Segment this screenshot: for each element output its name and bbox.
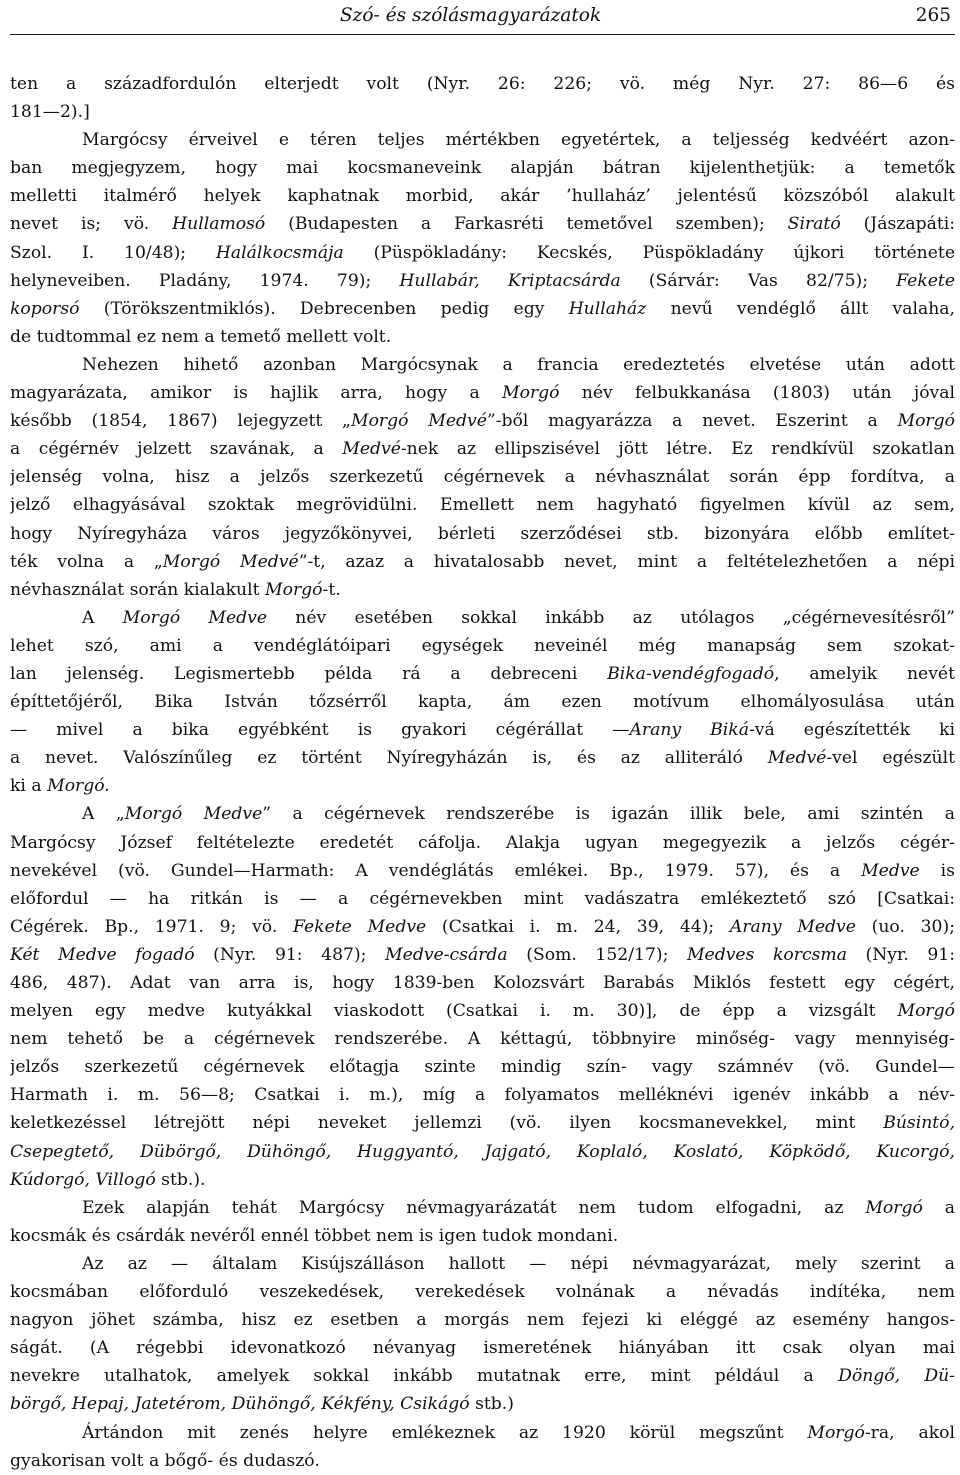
italic-term: Kúdorgó, Villogó [10, 1169, 156, 1190]
text-segment: 181—2).] [10, 102, 90, 123]
text-segment: ” a cégérnevek rendszerébe is igazán illik bele, ami szintén a [262, 804, 955, 825]
text-line [10, 239, 955, 267]
text-line [10, 323, 955, 351]
body-text [10, 70, 955, 1475]
text-segment: a cégérnév jelzett szavának, a [10, 439, 343, 460]
italic-term: Csepegtető, Dübörgő, Dühöngő, Huggyantó, Jajgató, Koplaló, Koslató, Köpködő, Kucorgó, [10, 1141, 955, 1162]
text-segment: -nek az ellipszisével jött létre. Ez rendkívül szokatlan [400, 439, 955, 460]
text-segment: Az az — általam Kisújszálláson hallott — népi névmagyarázat, mely szerint a [82, 1253, 955, 1274]
text-segment: melletti italmérő helyek kaphatnak morbid, akár ’hullaház’ jelentésű közszóból alakult [10, 186, 955, 207]
text-segment: keletkezéssel létrejött népi neveket jellemzi (vö. ilyen kocsmanevekkel, mint [10, 1113, 884, 1134]
running-header [10, 0, 955, 36]
text-segment: — mivel a bika egyébként is gyakori cégérállat — [10, 720, 630, 741]
text-segment: kocsmában előforduló veszekedések, verekedések volnának a névadás indítéka, nem [10, 1282, 955, 1303]
text-line [10, 407, 955, 435]
text-segment: a nevet. Valószínűleg ez történt Nyíregyházán is, és az alliteráló [10, 748, 768, 769]
italic-term: Morgó Medve [122, 607, 268, 628]
italic-term: börgő, Hepaj, Jatetérom, Dühöngő, Kékfény, Csikágó [10, 1394, 470, 1415]
italic-term: Morgó [897, 411, 955, 432]
text-line [10, 1025, 955, 1053]
text-segment: Ártándon mit zenés helyre emlékeznek az 1920 körül megszűnt [82, 1422, 808, 1443]
text-segment: nevekével (vö. Gundel—Harmath: A vendéglátás emlékei. Bp., 1979. 57), és a [10, 860, 862, 881]
text-line [10, 1419, 955, 1447]
text-segment: jelzős szerkezetű cégérnevek előtagja szinte mindig szín- vagy számnév (vö. Gundel— [10, 1057, 955, 1078]
italic-term: Morgó [265, 579, 323, 600]
text-segment: stb.) [469, 1394, 514, 1415]
text-line [10, 1250, 955, 1278]
text-segment: ságát. (A régebbi idevonatkozó névanyag ismeretének hiányában itt csak olyan mai [10, 1338, 955, 1359]
text-line [10, 604, 955, 632]
text-segment: Margócsy József feltételezte eredetét cáfolja. Alakja ugyan megegyezik a jelzős cégér- [10, 832, 955, 853]
text-segment: -vá egészítették ki [748, 720, 955, 741]
text-line [10, 997, 955, 1025]
text-segment: később (1854, 1867) lejegyzett „ [10, 411, 351, 432]
text-segment: jelenség volna, hisz a jelzős szerkezetű cégérnevek a névhasználat során épp fordítva, a [10, 467, 955, 488]
text-line [10, 1053, 955, 1081]
text-line [10, 857, 955, 885]
text-segment: Nehezen hihető azonban Margócsynak a francia eredeztetés elvetése után adott [82, 354, 955, 375]
text-segment: nevekre utalhatok, amelyek sokkal inkább mutatnak erre, mint például a [10, 1366, 839, 1387]
text-segment: névhasználat során kialakult [10, 579, 265, 600]
text-segment: 486, 487). Adat van arra is, hogy 1839-ben Kolozsvárt Barabás Miklós festett egy cégért, [10, 973, 955, 993]
text-line [10, 351, 955, 379]
text-line [10, 70, 955, 98]
text-segment: ki a [10, 776, 48, 797]
text-segment: a [922, 1197, 955, 1218]
text-segment: lehet szó, ami a vendéglátóipari egységek neveinél még manapság sem szokat- [10, 635, 955, 656]
text-line [10, 1362, 955, 1390]
italic-term: koporsó [10, 298, 80, 319]
italic-term: Arany Biká [629, 720, 749, 741]
text-segment: (Törökszentmiklós). Debrecenben pedig egy [79, 298, 569, 319]
italic-term: Morgó [807, 1422, 865, 1443]
italic-term: Döngő, Dü- [838, 1366, 955, 1387]
text-segment: (Sárvár: Vas 82/75); [620, 270, 897, 291]
text-segment: ten a századfordulón elterjedt volt (Nyr. 26: 226; vö. még Nyr. 27: 86—6 és [10, 74, 955, 94]
text-segment: -ra, akol [864, 1422, 955, 1443]
italic-term: Arany Medve [729, 916, 856, 937]
italic-term: Hullabár, Kriptacsárda [399, 270, 621, 291]
text-segment: gyakorisan volt a bőgő- és dudaszó. [10, 1450, 320, 1471]
text-line [10, 520, 955, 548]
text-segment: ték volna a „ [10, 551, 163, 572]
text-segment: előfordul — ha ritkán is — a cégérnevekben mint vadászatra emlékeztető szó [Csatkai: [10, 888, 955, 909]
text-segment: (Nyr. 91: [846, 944, 955, 965]
text-segment: (uo. 30); [855, 916, 955, 937]
text-segment: ”-ből magyarázza a nevet. Eszerint a [486, 411, 898, 432]
italic-term: Medvé [767, 748, 827, 769]
text-line [10, 1166, 955, 1194]
text-segment: Cégérek. Bp., 1971. 9; vö. [10, 916, 294, 937]
text-line [10, 435, 955, 463]
italic-term: Hullamosó [172, 214, 266, 235]
italic-term: Medve [861, 860, 920, 881]
text-line [10, 885, 955, 913]
text-segment: melyen egy medve kutyákkal viaskodott (Csatkai i. m. 30)], de épp a vizsgált [10, 1001, 898, 1022]
text-segment: Harmath i. m. 56—8; Csatkai i. m.), míg a folyamatos melléknévi igenév inkább a név- [10, 1085, 955, 1106]
text-segment: helyneveiben. Pladány, 1974. 79); [10, 270, 400, 291]
text-line [10, 182, 955, 210]
text-segment: lan jelenség. Legismertebb példa rá a debreceni [10, 663, 608, 684]
italic-term: Medve-csárda [385, 944, 508, 965]
text-segment: kocsmák és csárdák nevéről ennél többet nem is igen tudok mondani. [10, 1225, 619, 1246]
text-line [10, 98, 955, 126]
text-line [10, 660, 955, 688]
text-line [10, 829, 955, 857]
text-line [10, 126, 955, 154]
text-segment: is [919, 860, 955, 881]
text-segment: nem tehető be a cégérnevek rendszerébe. A kéttagú, többnyire minőség- vagy mennyiség- [10, 1029, 955, 1050]
text-segment: A „ [82, 804, 125, 825]
italic-term: Morgó Medve [124, 804, 263, 825]
text-segment: (Som. 152/17); [507, 944, 687, 965]
text-line [10, 716, 955, 744]
text-segment: név esetében sokkal inkább az utólagos „cégérnevesítésről” [267, 607, 955, 628]
text-line [10, 800, 955, 828]
page-number: 265 [915, 5, 951, 26]
text-line [10, 688, 955, 716]
text-segment: ban megjegyzem, hogy mai kocsmaneveink alapján bátran kijelenthetjük: a temetők [10, 158, 955, 179]
text-line [10, 941, 955, 969]
text-segment: jelző elhagyásával szoktak megrövidülni. Emellett nem hagyható figyelmen kívül az sem, [10, 495, 955, 516]
italic-term: Búsintó, [883, 1113, 955, 1134]
italic-term: Morgó Medvé [350, 411, 487, 432]
text-line [10, 772, 955, 800]
text-line [10, 744, 955, 772]
text-segment: A [82, 607, 123, 628]
italic-term: Morgó. [47, 776, 110, 797]
italic-term: Fekete [896, 270, 955, 291]
text-segment: név felbukkanása (1803) után jóval [559, 383, 955, 404]
text-line [10, 969, 955, 997]
italic-term: Sirató [787, 214, 841, 235]
text-segment: (Budapesten a Farkasréti temetővel szemben); [265, 214, 788, 235]
text-segment: -t. [322, 579, 341, 600]
text-segment: magyarázata, amikor is hajlik arra, hogy a [10, 383, 502, 404]
text-segment: hogy Nyíregyháza város jegyzőkönyvei, bérleti szerződései stb. bizonyára előbb említet- [10, 523, 955, 544]
text-line [10, 1081, 955, 1109]
italic-term: Morgó [865, 1197, 923, 1218]
italic-term: Morgó [502, 383, 560, 404]
text-segment: Ezek alapján tehát Margócsy névmagyarázatát nem tudom elfogadni, az [82, 1197, 866, 1218]
text-line [10, 463, 955, 491]
text-segment: -vel egészült [826, 748, 955, 769]
text-segment: (Püspökladány: Kecskés, Püspökladány újkori története [343, 242, 955, 263]
text-line [10, 491, 955, 519]
italic-term: Két Medve fogadó [10, 944, 195, 965]
text-line [10, 267, 955, 295]
text-segment: építtetőjéről, Bika István tőzsérről kapta, ám ezen motívum elhomályosulása után [10, 692, 955, 713]
text-segment: , amelyik nevét [774, 663, 955, 684]
text-line [10, 379, 955, 407]
text-line [10, 1222, 955, 1250]
text-line [10, 1447, 955, 1475]
text-segment: nagyon jöhet számba, hisz ez esetben a morgás nem fejezi ki eléggé az esemény hangos- [10, 1310, 955, 1331]
italic-term: Morgó [897, 1001, 955, 1022]
italic-term: Bika-vendégfogadó [607, 663, 775, 684]
text-line [10, 632, 955, 660]
text-segment: Margócsy érveivel e téren teljes mértékben egyetértek, a teljesség kedvéért azon- [82, 130, 955, 151]
text-segment: nevű vendéglő állt valaha, [646, 298, 955, 319]
italic-term: Medvé [342, 439, 401, 460]
text-segment: (Csatkai i. m. 24, 39, 44); [426, 916, 730, 937]
text-line [10, 1390, 955, 1418]
text-segment: (Jászapáti: [840, 214, 955, 235]
text-line [10, 1306, 955, 1334]
text-line [10, 913, 955, 941]
text-line [10, 1278, 955, 1306]
text-line [10, 1138, 955, 1166]
text-line [10, 1194, 955, 1222]
italic-term: Medves korcsma [686, 944, 847, 965]
italic-term: Fekete Medve [293, 916, 427, 937]
italic-term: Morgó Medvé [162, 551, 299, 572]
text-line [10, 1109, 955, 1137]
text-line [10, 576, 955, 604]
text-line [10, 295, 955, 323]
italic-term: Halálkocsmája [215, 242, 344, 263]
running-title: Szó- és szólásmagyarázatok [340, 5, 602, 26]
text-segment: nevet is; vö. [10, 214, 173, 235]
text-segment: de tudtommal ez nem a temető mellett volt. [10, 326, 392, 347]
text-line [10, 548, 955, 576]
text-segment: stb.). [155, 1169, 206, 1190]
text-segment: (Nyr. 91: 487); [194, 944, 386, 965]
text-line [10, 210, 955, 238]
text-segment: Szol. I. 10/48); [10, 242, 216, 263]
header-rule [10, 34, 955, 35]
text-line [10, 1334, 955, 1362]
text-line [10, 154, 955, 182]
text-segment: ”-t, azaz a hivatalosabb nevet, mint a feltételezhetően a népi [298, 551, 955, 572]
italic-term: Hullaház [568, 298, 647, 319]
